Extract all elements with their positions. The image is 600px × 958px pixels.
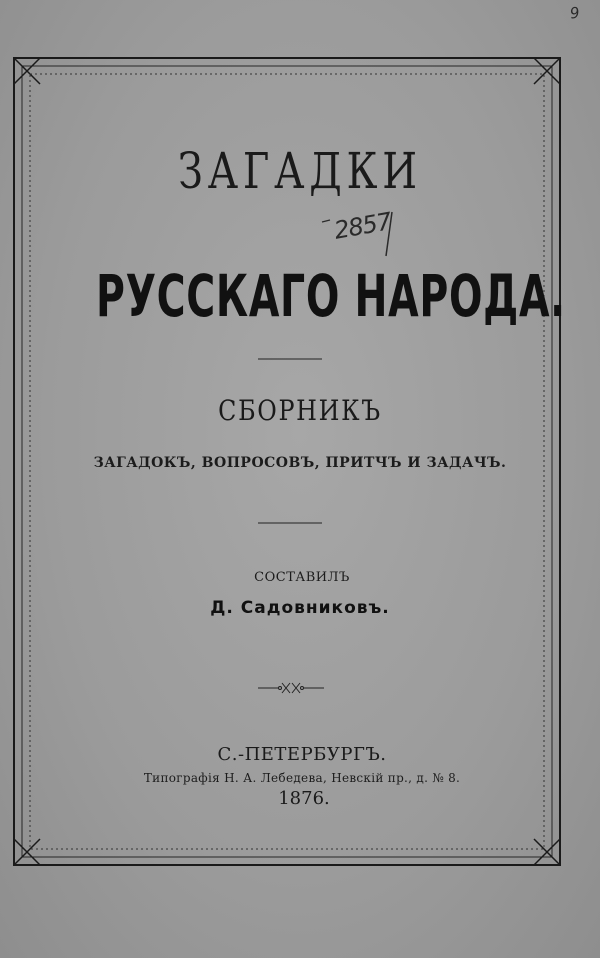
- publication-year: 1876.: [278, 788, 330, 809]
- printer-line: Типографія Н. А. Лебедева, Невскій пр., д. № 8.: [143, 771, 461, 785]
- handwritten-shelf-mark: 2857: [332, 207, 394, 245]
- author-name: Д. Садовниковъ.: [210, 598, 390, 618]
- title-line-1: ЗАГАДКИ: [178, 142, 422, 200]
- handwritten-corner-mark: 9: [568, 3, 581, 23]
- shelf-mark-dash: [322, 220, 330, 222]
- title-line-2: РУССКАГО НАРОДА.: [96, 262, 566, 330]
- publication-city: С.-ПЕТЕРБУРГЪ.: [217, 744, 387, 765]
- subtitle-line-1: СБОРНИКЪ: [218, 394, 382, 427]
- compiler-label: СОСТАВИЛЪ: [254, 570, 350, 585]
- subtitle-line-2: ЗАГАДОКЪ, ВОПРОСОВЪ, ПРИТЧЪ И ЗАДАЧЪ.: [93, 455, 507, 471]
- ornament-rule: [258, 683, 324, 693]
